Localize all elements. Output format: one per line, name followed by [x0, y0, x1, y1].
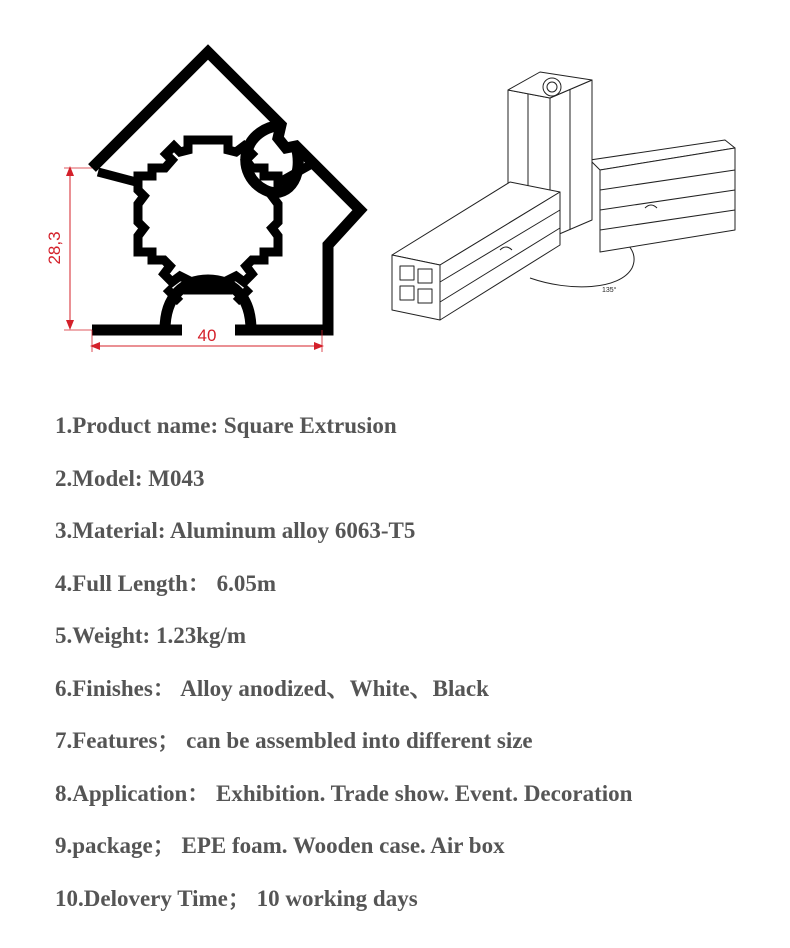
spec-delivery-time: 10.Delovery Time； 10 working days — [55, 885, 418, 911]
assembly-3d-view — [380, 60, 770, 350]
left-beam-end — [392, 255, 440, 320]
spec-product-name: 1.Product name: Square Extrusion — [55, 413, 397, 438]
spec-features: 7.Features； can be assembled into different size — [55, 728, 533, 753]
angle-label: 135° — [602, 287, 617, 294]
spec-model: 2.Model: M043 — [55, 465, 205, 491]
spec-list — [55, 405, 775, 930]
spec-full-length: 4.Full Length： 6.05m — [55, 570, 277, 596]
height-label: 28,3 — [45, 231, 64, 265]
profile-cross-section — [40, 40, 380, 360]
spec-weight: 5.Weight: 1.23kg/m — [55, 623, 247, 648]
profile-right-slot — [246, 125, 298, 193]
spec-package: 9.package； EPE foam. Wooden case. Air box — [55, 833, 505, 858]
product-drawings — [0, 0, 790, 380]
spec-material: 3.Material: Aluminum alloy 6063-T5 — [55, 518, 416, 543]
spec-application: 8.Application： Exhibition. Trade show. Event. Decoration — [55, 780, 633, 806]
profile-inner-core — [138, 140, 278, 290]
width-label: 40 — [197, 326, 217, 345]
spec-finishes: 6.Finishes： Alloy anodized、White、Black — [55, 675, 489, 701]
height-dimension — [45, 166, 92, 330]
